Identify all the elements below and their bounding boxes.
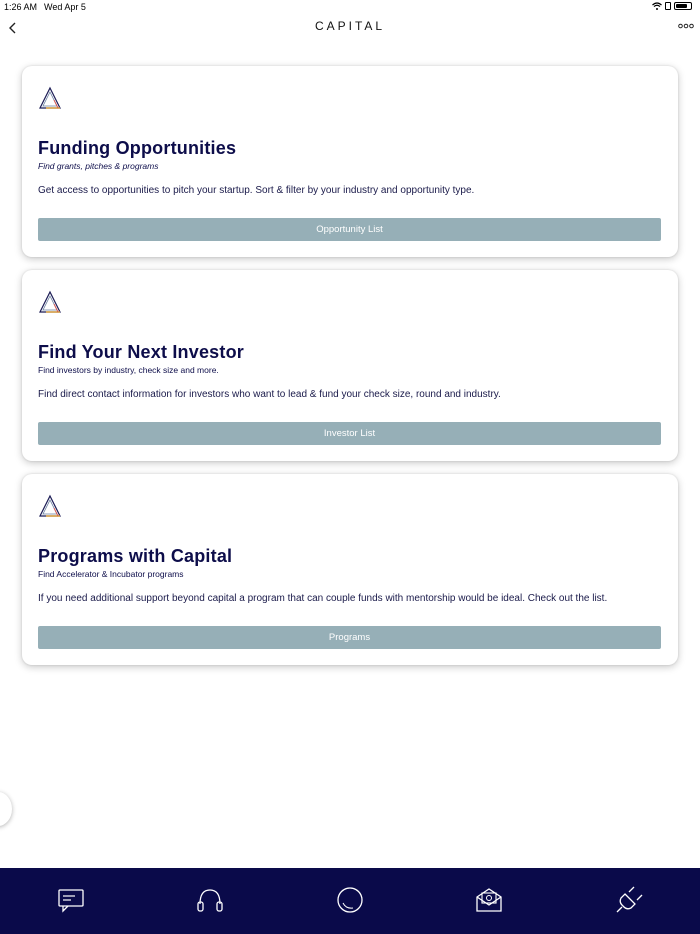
status-bar bbox=[0, 0, 700, 14]
status-date: Wed Apr 5 bbox=[44, 2, 86, 12]
card-subtitle: Find investors by industry, check size and more. bbox=[38, 365, 219, 375]
page-title: CAPITAL bbox=[314, 19, 386, 33]
tab-connect[interactable] bbox=[613, 884, 645, 916]
opportunity-list-button[interactable]: Opportunity List bbox=[38, 218, 661, 241]
card-funding-opportunities bbox=[22, 66, 678, 257]
tab-bar bbox=[0, 868, 700, 934]
card-find-investor bbox=[22, 270, 678, 461]
card-description: Find direct contact information for investors who want to lead & fund your check size, round and industry. bbox=[38, 389, 501, 400]
card-title: Programs with Capital bbox=[38, 546, 233, 566]
tab-home[interactable] bbox=[334, 884, 366, 916]
card-description: If you need additional support beyond capital a program that can couple funds with mentorship would be ideal. Check out the list. bbox=[38, 593, 608, 604]
headphones-icon bbox=[194, 884, 226, 916]
card-programs-with-capital bbox=[22, 474, 678, 665]
nav-bar bbox=[0, 14, 700, 42]
card-subtitle: Find Accelerator & Incubator programs bbox=[38, 569, 184, 579]
tab-chat[interactable] bbox=[55, 884, 87, 916]
orientation-lock-icon bbox=[665, 2, 671, 10]
status-time: 1:26 AM bbox=[4, 2, 38, 12]
status-icons bbox=[652, 2, 692, 10]
battery-icon bbox=[674, 2, 692, 10]
chat-board-icon bbox=[55, 884, 87, 916]
wifi-icon bbox=[652, 2, 662, 10]
more-options-icon[interactable] bbox=[678, 22, 694, 30]
plug-icon bbox=[613, 884, 645, 916]
mail-icon bbox=[473, 884, 505, 916]
card-title: Funding Opportunities bbox=[38, 138, 237, 158]
card-subtitle: Find grants, pitches & programs bbox=[38, 161, 159, 171]
programs-button[interactable]: Programs bbox=[38, 626, 661, 649]
capital-logo-icon bbox=[38, 290, 62, 316]
circle-icon bbox=[334, 884, 366, 916]
tab-mail[interactable] bbox=[473, 884, 505, 916]
tab-audio[interactable] bbox=[194, 884, 226, 916]
investor-list-button[interactable]: Investor List bbox=[38, 422, 661, 445]
capital-logo-icon bbox=[38, 86, 62, 112]
card-title: Find Your Next Investor bbox=[38, 342, 244, 362]
side-drawer-handle[interactable] bbox=[0, 792, 12, 826]
capital-logo-icon bbox=[38, 494, 62, 520]
card-description: Get access to opportunities to pitch your startup. Sort & filter by your industry and opportunity type. bbox=[38, 185, 475, 196]
